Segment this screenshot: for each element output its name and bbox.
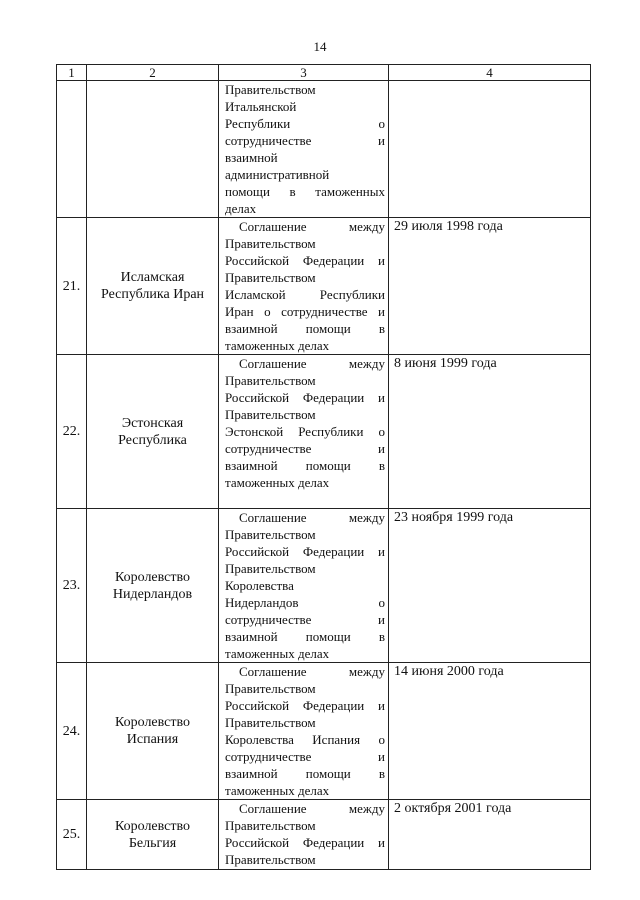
agreement-line: Российской Федерации и: [225, 835, 385, 850]
table-row: [57, 663, 591, 800]
agreement-line: помощи в таможенных: [225, 184, 385, 199]
agreement-line: таможенных делах: [225, 338, 330, 353]
signing-date: [389, 81, 591, 218]
agreement-line: Правительством: [225, 270, 316, 285]
row-number: 25.: [57, 800, 87, 870]
table-row: [57, 218, 591, 355]
agreement-line: сотрудничестве и: [225, 749, 385, 764]
table-row: [57, 800, 591, 870]
country-name: Королевство Нидерландов: [87, 509, 219, 663]
row-number: 22.: [57, 355, 87, 509]
agreement-line: Соглашение между: [239, 801, 385, 816]
agreement-line: Правительством: [225, 82, 316, 97]
agreement-line: Эстонской Республики о: [225, 424, 385, 439]
agreement-line: Соглашение между: [239, 219, 385, 234]
agreement-line: Соглашение между: [239, 510, 385, 525]
agreement-line: таможенных делах: [225, 475, 330, 490]
agreement-line: сотрудничестве и: [225, 612, 385, 627]
agreement-line: Правительством: [225, 852, 316, 867]
agreement-text: [219, 81, 389, 218]
header-cell: 2: [87, 65, 219, 81]
agreement-line: Соглашение между: [239, 356, 385, 371]
table-row: [57, 81, 591, 218]
agreement-line: таможенных делах: [225, 646, 330, 661]
table-row: [57, 355, 591, 509]
agreement-line: Российской Федерации и: [225, 698, 385, 713]
agreement-line: взаимной помощи в: [225, 766, 385, 781]
agreement-text: [219, 355, 389, 509]
country-name: [87, 81, 219, 218]
agreement-line: Королевства: [225, 578, 294, 593]
agreement-line: Российской Федерации и: [225, 253, 385, 268]
agreement-line: Соглашение между: [239, 664, 385, 679]
table-header-row: [57, 65, 591, 81]
agreement-line: таможенных делах: [225, 783, 330, 798]
agreement-line: взаимной помощи в: [225, 458, 385, 473]
agreement-line: Правительством: [225, 561, 316, 576]
header-cell: 3: [219, 65, 389, 81]
agreements-table: [56, 64, 591, 870]
agreement-line: взаимной помощи в: [225, 629, 385, 644]
signing-date: 14 июня 2000 года: [389, 663, 591, 800]
signing-date: 29 июля 1998 года: [389, 218, 591, 355]
agreement-line: Российской Федерации и: [225, 544, 385, 559]
page-number: 14: [313, 39, 327, 54]
country-name: Исламская Республика Иран: [87, 218, 219, 355]
agreement-line: делах: [225, 201, 257, 216]
agreement-line: Исламской Республики: [225, 287, 385, 302]
agreement-text: [219, 509, 389, 663]
header-cell: 1: [57, 65, 87, 81]
agreement-line: Итальянской: [225, 99, 297, 114]
agreement-line: административной: [225, 167, 330, 182]
agreement-line: Правительством: [225, 715, 316, 730]
agreement-text: [219, 663, 389, 800]
agreement-text: [219, 218, 389, 355]
agreement-line: Иран о сотрудничестве и: [225, 304, 385, 319]
country-name: Королевство Бельгия: [87, 800, 219, 870]
agreement-line: Российской Федерации и: [225, 390, 385, 405]
agreement-text: [219, 800, 389, 870]
row-number: [57, 81, 87, 218]
agreement-line: взаимной помощи в: [225, 321, 385, 336]
agreement-line: взаимной: [225, 150, 278, 165]
agreement-line: Правительством: [225, 681, 316, 696]
signing-date: 8 июня 1999 года: [389, 355, 591, 509]
signing-date: 2 октября 2001 года: [389, 800, 591, 870]
row-number: 21.: [57, 218, 87, 355]
table-row: [57, 509, 591, 663]
agreement-line: сотрудничестве и: [225, 441, 385, 456]
agreement-line: Нидерландов о: [225, 595, 385, 610]
agreement-line: Правительством: [225, 527, 316, 542]
agreement-line: Правительством: [225, 818, 316, 833]
row-number: 24.: [57, 663, 87, 800]
agreement-line: сотрудничестве и: [225, 133, 385, 148]
agreement-line: Правительством: [225, 236, 316, 251]
agreement-line: Правительством: [225, 373, 316, 388]
signing-date: 23 ноября 1999 года: [389, 509, 591, 663]
agreement-line: Правительством: [225, 407, 316, 422]
row-number: 23.: [57, 509, 87, 663]
agreement-line: Республики о: [225, 116, 385, 131]
agreement-line: Королевства Испания о: [225, 732, 385, 747]
header-cell: 4: [389, 65, 591, 81]
country-name: Эстонская Республика: [87, 355, 219, 509]
country-name: Королевство Испания: [87, 663, 219, 800]
